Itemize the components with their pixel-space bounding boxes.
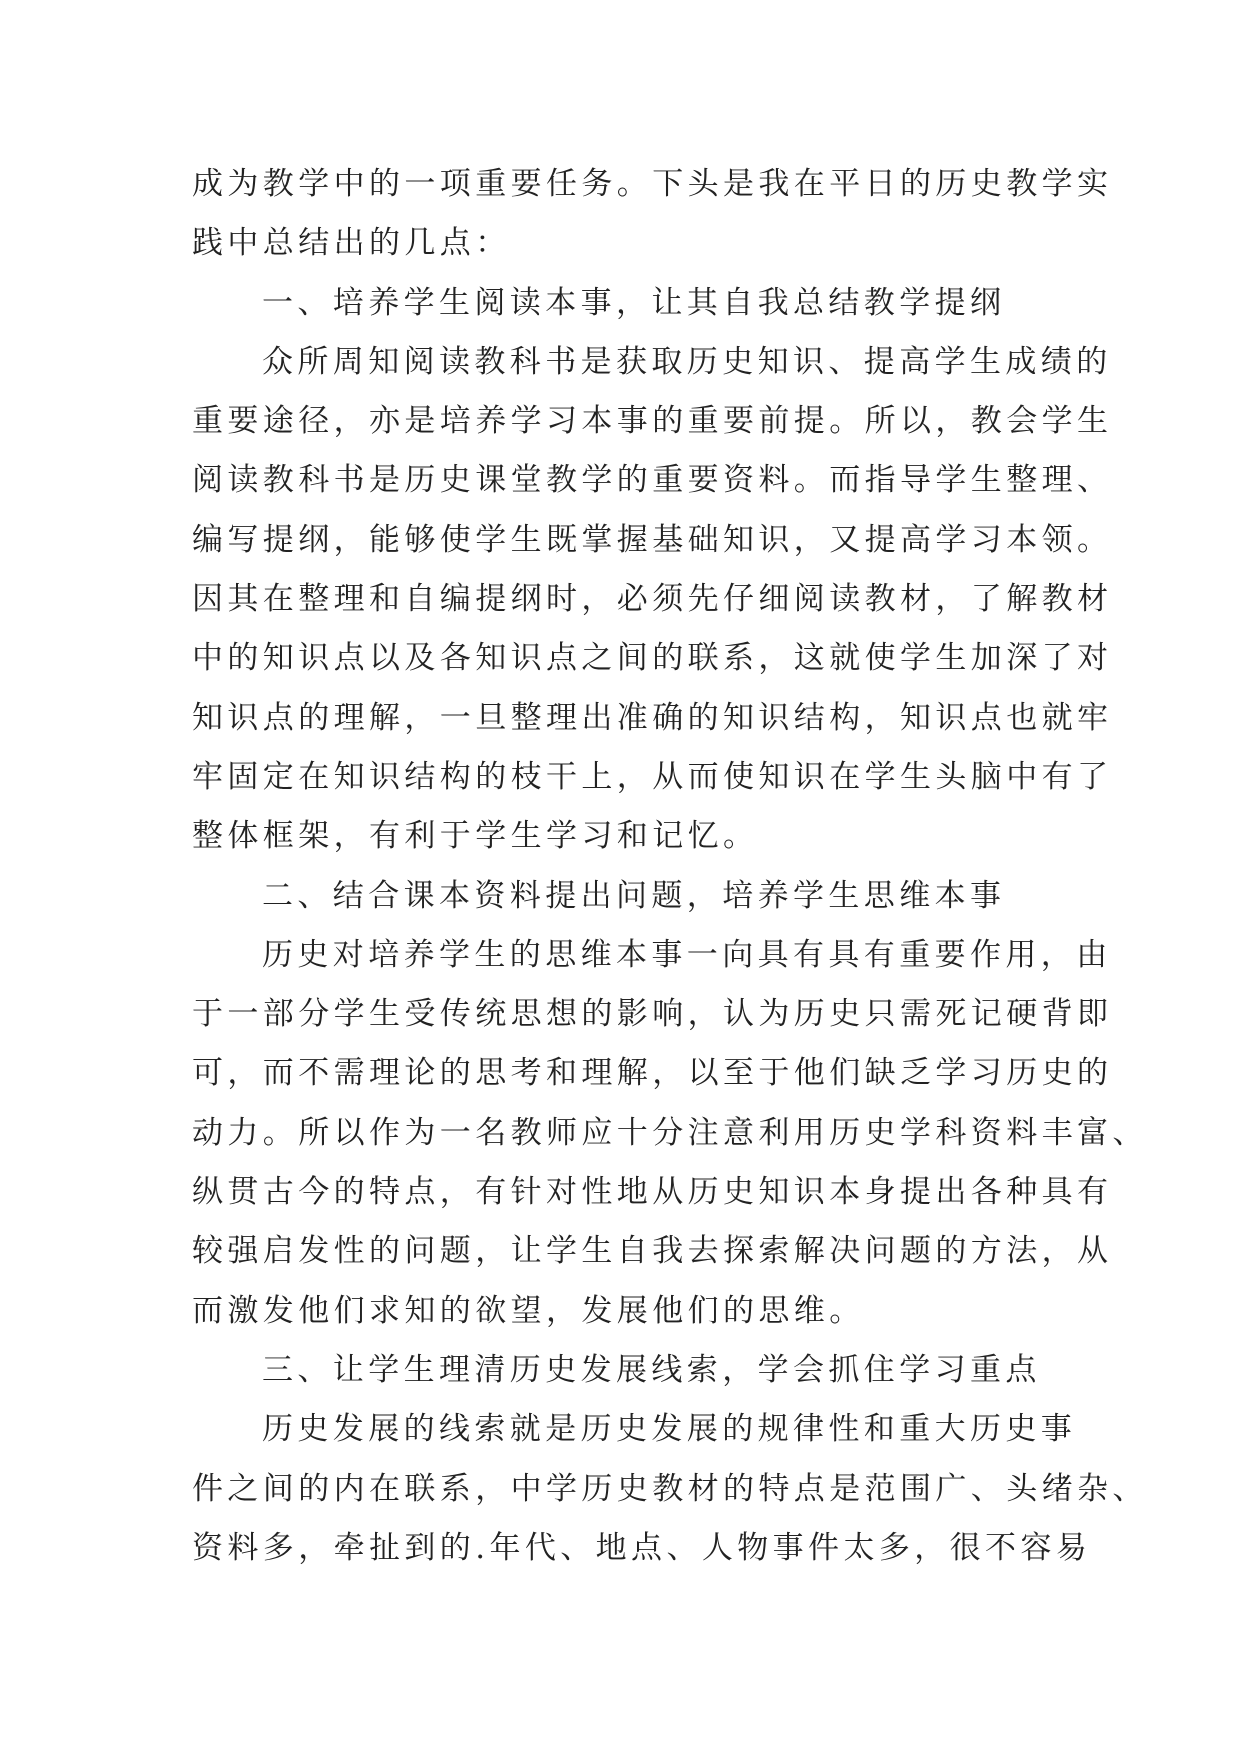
- paragraph-start-line: 历史发展的线索就是历史发展的规律性和重大历史事: [262, 1411, 1077, 1448]
- text-line: 件之间的内在联系，中学历史教材的特点是范围广、头绪杂、: [192, 1470, 1148, 1507]
- text-line: 纵贯古今的特点，有针对性地从历史知识本身提出各种具有: [192, 1174, 1113, 1211]
- text-line: 重要途径，亦是培养学习本事的重要前提。所以，教会学生: [192, 403, 1113, 440]
- text-line: 因其在整理和自编提纲时，必须先仔细阅读教材，了解教材: [192, 581, 1113, 618]
- text-line: 而激发他们求知的欲望，发展他们的思维。: [192, 1292, 865, 1329]
- text-line: 知识点的理解，一旦整理出准确的知识结构，知识点也就牢: [192, 699, 1113, 736]
- text-line: 动力。所以作为一名教师应十分注意利用历史学科资料丰富、: [192, 1114, 1148, 1151]
- text-line: 于一部分学生受传统思想的影响，认为历史只需死记硬背即: [192, 996, 1113, 1033]
- paragraph-start-line: 历史对培养学生的思维本事一向具有具有重要作用，由: [262, 936, 1112, 973]
- text-line: 编写提纲，能够使学生既掌握基础知识，又提高学习本领。: [192, 521, 1113, 558]
- section-heading: 二、结合课本资料提出问题，培养学生思维本事: [262, 877, 1006, 914]
- text-line: 阅读教科书是历史课堂教学的重要资料。而指导学生整理、: [192, 462, 1113, 499]
- text-line: 践中总结出的几点：: [192, 225, 511, 262]
- text-line: 资料多，牵扯到的.年代、地点、人物事件太多，很不容易: [192, 1529, 1092, 1566]
- text-line: 整体框架，有利于学生学习和记忆。: [192, 818, 759, 855]
- text-line: 可，而不需理论的思考和理解，以至于他们缺乏学习历史的: [192, 1055, 1113, 1092]
- paragraph-start-line: 众所周知阅读教科书是获取历史知识、提高学生成绩的: [262, 343, 1112, 380]
- document-body: [192, 155, 1148, 1578]
- section-heading: 三、让学生理清历史发展线索，学会抓住学习重点: [262, 1351, 1041, 1388]
- text-line: 成为教学中的一项重要任务。下头是我在平日的历史教学实: [192, 166, 1113, 202]
- text-line: 较强启发性的问题，让学生自我去探索解决问题的方法，从: [192, 1233, 1113, 1270]
- text-line: 牢固定在知识结构的枝干上，从而使知识在学生头脑中有了: [192, 758, 1113, 795]
- text-line: 中的知识点以及各知识点之间的联系，这就使学生加深了对: [192, 640, 1113, 677]
- section-heading: 一、培养学生阅读本事，让其自我总结教学提纲: [262, 284, 1006, 321]
